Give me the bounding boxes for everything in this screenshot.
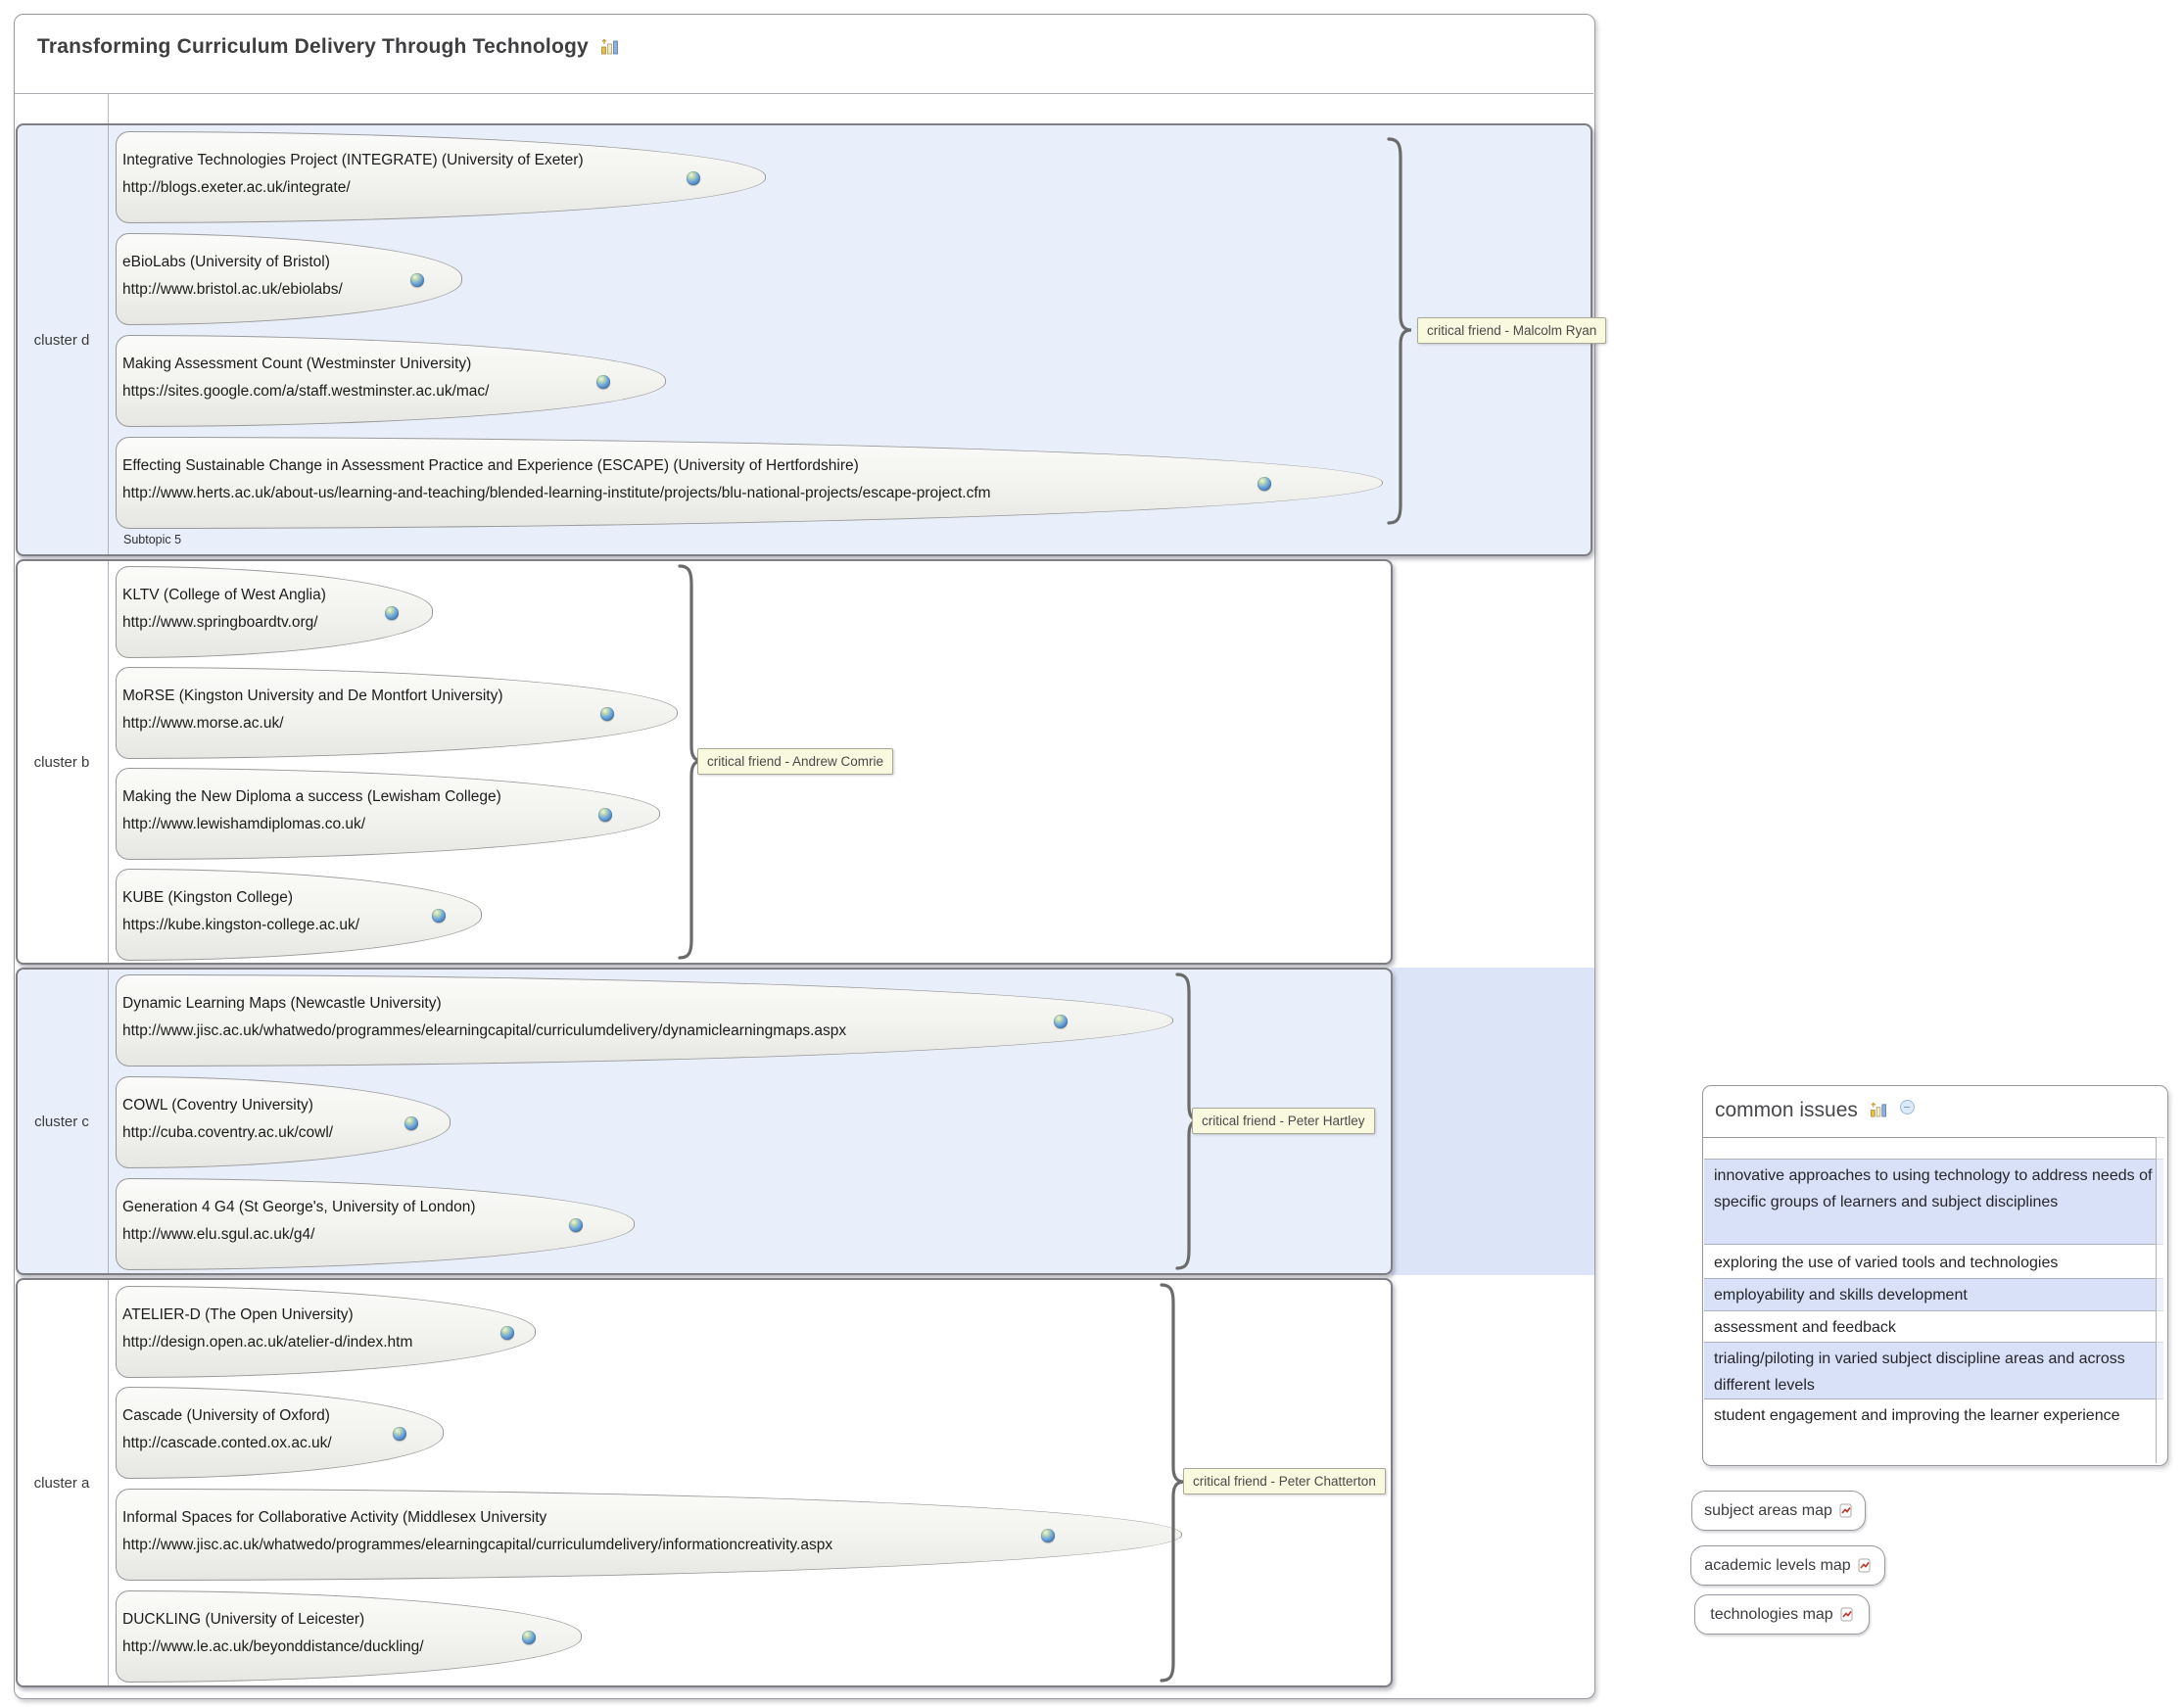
project-url: https://kube.kingston-college.ac.uk/: [122, 917, 360, 933]
project-title: KLTV (College of West Anglia): [122, 587, 326, 603]
subject-areas-map-button[interactable]: [1691, 1491, 1866, 1531]
project-url: http://www.springboardtv.org/: [122, 614, 318, 631]
label-column-divider: [108, 125, 109, 554]
button-label: technologies map: [1710, 1605, 1833, 1623]
project-title: Making the New Diploma a success (Lewisham College): [122, 788, 501, 805]
button-label: academic levels map: [1704, 1556, 1851, 1574]
globe-icon[interactable]: [410, 273, 424, 287]
common-issues-panel: [1702, 1085, 2168, 1466]
issues-row-empty: [1704, 1137, 2163, 1160]
academic-levels-map-button[interactable]: [1690, 1545, 1885, 1586]
panel-side-column: [2157, 1137, 2165, 1462]
globe-icon[interactable]: [385, 606, 399, 620]
common-issues-title-text: common issues: [1715, 1099, 1858, 1121]
project-url: http://www.herts.ac.uk/about-us/learning-and-teaching/blended-learning-institute/projects/blu-national-projects/escape-project.cfm: [122, 485, 991, 501]
project-url: http://www.bristol.ac.uk/ebiolabs/: [122, 281, 343, 298]
common-issues-title[interactable]: [1715, 1099, 1915, 1122]
collapse-icon[interactable]: [1900, 1100, 1915, 1114]
globe-icon[interactable]: [393, 1427, 406, 1441]
project-title: Informal Spaces for Collaborative Activity (Middlesex University: [122, 1509, 547, 1526]
project-url: http://www.lewishamdiplomas.co.uk/: [122, 816, 366, 832]
cluster-d-label[interactable]: cluster d: [33, 332, 90, 349]
cluster-c-label[interactable]: cluster c: [34, 1114, 89, 1130]
project-title: DUCKLING (University of Leicester): [122, 1611, 365, 1628]
globe-icon[interactable]: [600, 707, 614, 721]
globe-icon[interactable]: [432, 909, 446, 923]
panel-column-divider: [2156, 1137, 2157, 1463]
critical-friend-note[interactable]: critical friend - Peter Hartley: [1192, 1108, 1375, 1134]
map-title[interactable]: [37, 35, 620, 59]
globe-icon[interactable]: [598, 808, 612, 822]
project-title: Integrative Technologies Project (INTEGRATE) (University of Exeter): [122, 152, 584, 168]
chart-icon: [600, 38, 620, 55]
button-label: subject areas map: [1704, 1501, 1832, 1519]
issues-row[interactable]: trialing/piloting in varied subject discipline areas and across different levels: [1704, 1343, 2163, 1399]
globe-icon[interactable]: [596, 375, 610, 389]
project-url: http://blogs.exeter.ac.uk/integrate/: [122, 179, 351, 196]
chart-icon: [1870, 1102, 1888, 1117]
globe-icon[interactable]: [1258, 477, 1271, 491]
globe-icon[interactable]: [404, 1116, 418, 1130]
label-column-divider: [108, 561, 109, 963]
project-title: MoRSE (Kingston University and De Montfort University): [122, 688, 503, 704]
map-file-icon: [1839, 1503, 1853, 1519]
project-url: http://cuba.coventry.ac.uk/cowl/: [122, 1124, 334, 1141]
project-url: http://design.open.ac.uk/atelier-d/index.htm: [122, 1334, 413, 1351]
globe-icon[interactable]: [1054, 1015, 1068, 1028]
globe-icon[interactable]: [687, 171, 700, 185]
project-url: http://cascade.conted.ox.ac.uk/: [122, 1435, 332, 1451]
project-title: Making Assessment Count (Westminster University): [122, 356, 472, 372]
globe-icon[interactable]: [522, 1631, 536, 1644]
project-url: http://www.elu.sgul.ac.uk/g4/: [122, 1226, 315, 1243]
project-title: COWL (Coventry University): [122, 1097, 313, 1114]
label-column-divider: [108, 94, 109, 123]
project-title: Generation 4 G4 (St George's, University of London): [122, 1199, 476, 1215]
globe-icon[interactable]: [1041, 1529, 1055, 1542]
project-title: eBioLabs (University of Bristol): [122, 254, 330, 270]
project-title: Dynamic Learning Maps (Newcastle University): [122, 995, 442, 1012]
brace: [1385, 137, 1414, 525]
critical-friend-note[interactable]: critical friend - Andrew Comrie: [697, 748, 893, 775]
project-title: Cascade (University of Oxford): [122, 1407, 330, 1424]
map-title-text: Transforming Curriculum Delivery Through Technology: [37, 35, 589, 58]
label-column-divider: [108, 970, 109, 1273]
issues-row[interactable]: student engagement and improving the learner experience: [1714, 1407, 2120, 1424]
project-url: http://www.morse.ac.uk/: [122, 715, 284, 732]
critical-friend-note[interactable]: critical friend - Malcolm Ryan: [1417, 317, 1606, 344]
issues-row[interactable]: employability and skills development: [1704, 1279, 2163, 1311]
cluster-b-label[interactable]: cluster b: [33, 754, 90, 771]
project-title: Effecting Sustainable Change in Assessment Practice and Experience (ESCAPE) (University of Hertfordshire): [122, 457, 859, 474]
project-title: KUBE (Kingston College): [122, 889, 294, 906]
label-column-divider: [108, 1280, 109, 1685]
technologies-map-button[interactable]: [1694, 1594, 1870, 1635]
issues-row[interactable]: exploring the use of varied tools and technologies: [1704, 1245, 2163, 1279]
critical-friend-note[interactable]: critical friend - Peter Chatterton: [1183, 1468, 1386, 1494]
issues-row[interactable]: assessment and feedback: [1704, 1311, 2163, 1343]
map-file-icon: [1858, 1558, 1872, 1574]
project-url: https://sites.google.com/a/staff.westminster.ac.uk/mac/: [122, 383, 490, 400]
issues-row[interactable]: innovative approaches to using technology to address needs of specific groups of learners and subject disciplines: [1704, 1160, 2163, 1245]
map-file-icon: [1840, 1607, 1854, 1623]
cluster-a-label[interactable]: cluster a: [33, 1475, 90, 1492]
globe-icon[interactable]: [500, 1326, 514, 1340]
project-url: http://www.jisc.ac.uk/whatwedo/programmes/elearningcapital/curriculumdelivery/informationcreativity.aspx: [122, 1537, 833, 1553]
project-url: http://www.le.ac.uk/beyonddistance/duckling/: [122, 1638, 424, 1655]
project-url: http://www.jisc.ac.uk/whatwedo/programmes/elearningcapital/curriculumdelivery/dynamiclearningmaps.aspx: [122, 1022, 847, 1039]
subtopic-label[interactable]: Subtopic 5: [123, 533, 182, 546]
cluster-c-row-strip: [1391, 968, 1594, 1275]
globe-icon[interactable]: [569, 1218, 583, 1232]
title-divider: [15, 93, 1593, 94]
project-title: ATELIER-D (The Open University): [122, 1306, 354, 1323]
